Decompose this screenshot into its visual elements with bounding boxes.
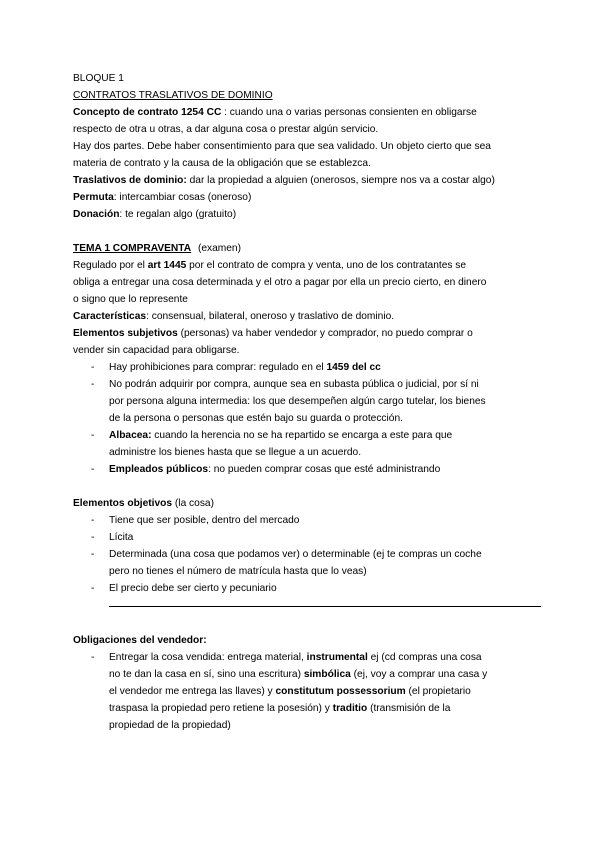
precio-text: El precio debe ser cierto y pecuniario — [109, 583, 277, 594]
spacer — [73, 615, 543, 632]
albacea-text: cuando la herencia no se ha repartido se encarga a este para que — [151, 430, 453, 441]
concept-line-2: respecto de otra u otras, a dar alguna cosa o prestar algún servicio. — [73, 124, 379, 135]
permuta-line — [73, 189, 543, 206]
caracteristicas-label: Características — [73, 311, 147, 322]
transmision-text: (transmisión de la — [367, 703, 451, 714]
list-item — [91, 529, 543, 546]
art-1445: art 1445 — [147, 260, 187, 271]
concept-label: Concepto de contrato 1254 CC — [73, 107, 222, 118]
regulado-text-b: por el contrato de compra y venta, uno de los contratantes se — [186, 260, 467, 271]
regulado-line-3: o signo que lo represente — [73, 294, 188, 305]
tema-heading — [73, 240, 543, 257]
dash-bullet: - — [91, 583, 95, 594]
list-item — [91, 359, 543, 376]
instrumental-term: instrumental — [306, 652, 368, 663]
dash-bullet: - — [91, 362, 95, 373]
subjetivos-label: Elementos subjetivos — [73, 328, 178, 339]
list-item — [91, 461, 543, 478]
horizontal-rule — [109, 597, 543, 607]
list-item — [91, 649, 543, 666]
subjetivos-line-2: vender sin capacidad para obligarse. — [73, 345, 240, 356]
obligaciones-heading — [73, 632, 543, 649]
regulado-line-2: obliga a entregar una cosa determinada y el otro a pagar por ella un precio cierto, en dinero — [73, 277, 487, 288]
objetivos-heading — [73, 495, 543, 512]
determinada-text: Determinada (una cosa que podamos ver) o determinable (ej te compras un coche — [109, 549, 482, 560]
list-item — [91, 427, 543, 444]
llaves-text: el vendedor me entrega las llaves) y — [109, 686, 276, 697]
dash-bullet: - — [91, 549, 95, 560]
list-item-continuation — [109, 666, 543, 683]
permuta-text: : intercambiar cosas (oneroso) — [113, 192, 252, 203]
art-1459: 1459 del cc — [326, 362, 381, 373]
concept-line-1 — [73, 104, 543, 121]
regulado-line-1 — [73, 257, 543, 274]
donacion-text: : te regalan algo (gratuito) — [119, 209, 237, 220]
document-page — [73, 70, 543, 734]
obligaciones-label: Obligaciones del vendedor: — [73, 635, 207, 646]
list-item-continuation — [109, 700, 543, 717]
obligaciones-list — [73, 649, 543, 734]
escritura-text: no te dan la casa en sí, sino una escritura) — [109, 669, 304, 680]
list-item-continuation: administre los bienes hasta que se llegue a un acuerdo. — [109, 447, 362, 458]
permuta-label: Permuta — [73, 192, 114, 203]
list-item — [91, 512, 543, 529]
list-item — [91, 580, 543, 597]
entregar-text-2: ej (cd compras una cosa — [367, 652, 482, 663]
list-item-continuation — [109, 683, 543, 700]
objetivos-list — [73, 512, 543, 607]
prohibiciones-text: Hay prohibiciones para comprar: regulado en el — [109, 362, 327, 373]
concept-text-1: : cuando una o varias personas consienten en obligarse — [221, 107, 477, 118]
posesion-text: traspasa la propiedad pero retiene la posesión) y — [109, 703, 333, 714]
dash-bullet: - — [91, 652, 95, 663]
propietario-text: (el propietario — [405, 686, 471, 697]
traslativos-line — [73, 172, 543, 189]
traditio-term: traditio — [332, 703, 368, 714]
simbolica-term: simbólica — [303, 669, 351, 680]
donacion-label: Donación — [73, 209, 120, 220]
constitutum-term: constitutum possessorium — [275, 686, 406, 697]
albacea-label: Albacea: — [109, 430, 152, 441]
list-item-continuation: pero no tienes el número de matrícula hasta que lo veas) — [109, 566, 367, 577]
posible-text: Tiene que ser posible, dentro del mercado — [109, 515, 300, 526]
spacer — [73, 223, 543, 240]
licita-text: Lícita — [109, 532, 134, 543]
traslativos-label: Traslativos de dominio: — [73, 175, 187, 186]
caracteristicas-text: : consensual, bilateral, oneroso y traslativo de dominio. — [146, 311, 395, 322]
subjetivos-text-1: (personas) va haber vendedor y comprador, no puedo comprar o — [177, 328, 473, 339]
parties-line-2: materia de contrato y la causa de la obligación que se establezca. — [73, 158, 371, 169]
list-item-continuation: por persona alguna intermedia: los que desempeñen algún cargo tutelar, los bienes — [109, 396, 486, 407]
list-item — [91, 546, 543, 563]
regulado-text-a: Regulado por el — [73, 260, 148, 271]
tema-note: (examen) — [197, 243, 241, 254]
empleados-label: Empleados públicos — [109, 464, 209, 475]
list-item-continuation: de la persona o personas que estén bajo su guarda o protección. — [109, 413, 403, 424]
list-item — [91, 376, 543, 393]
caracteristicas-line — [73, 308, 543, 325]
tema-title: TEMA 1 COMPRAVENTA — [73, 243, 192, 254]
objetivos-note: (la cosa) — [172, 498, 214, 509]
spacer — [73, 478, 543, 495]
traslativos-text: dar la propiedad a alguien (onerosos, siempre nos va a costar algo) — [186, 175, 495, 186]
empleados-text: : no pueden comprar cosas que esté administrando — [208, 464, 441, 475]
subjetivos-line-1 — [73, 325, 543, 342]
block-label: BLOQUE 1 — [73, 73, 124, 84]
list-item-continuation: propiedad de la propiedad) — [109, 720, 231, 731]
subjetivos-list — [73, 359, 543, 478]
objetivos-label: Elementos objetivos — [73, 498, 173, 509]
donacion-line — [73, 206, 543, 223]
dash-bullet: - — [91, 532, 95, 543]
entregar-text: Entregar la cosa vendida: entrega material, — [109, 652, 307, 663]
no-podran-line-1: No podrán adquirir por compra, aunque sea en subasta pública o judicial, por sí ni — [109, 379, 479, 390]
dash-bullet: - — [91, 379, 95, 390]
parties-line-1: Hay dos partes. Debe haber consentimiento para que sea validado. Un objeto cierto que sea — [73, 141, 491, 152]
dash-bullet: - — [91, 515, 95, 526]
section-title: CONTRATOS TRASLATIVOS DE DOMINIO — [73, 90, 273, 101]
dash-bullet: - — [91, 430, 95, 441]
casa-text: (ej, voy a comprar una casa y — [350, 669, 488, 680]
dash-bullet: - — [91, 464, 95, 475]
